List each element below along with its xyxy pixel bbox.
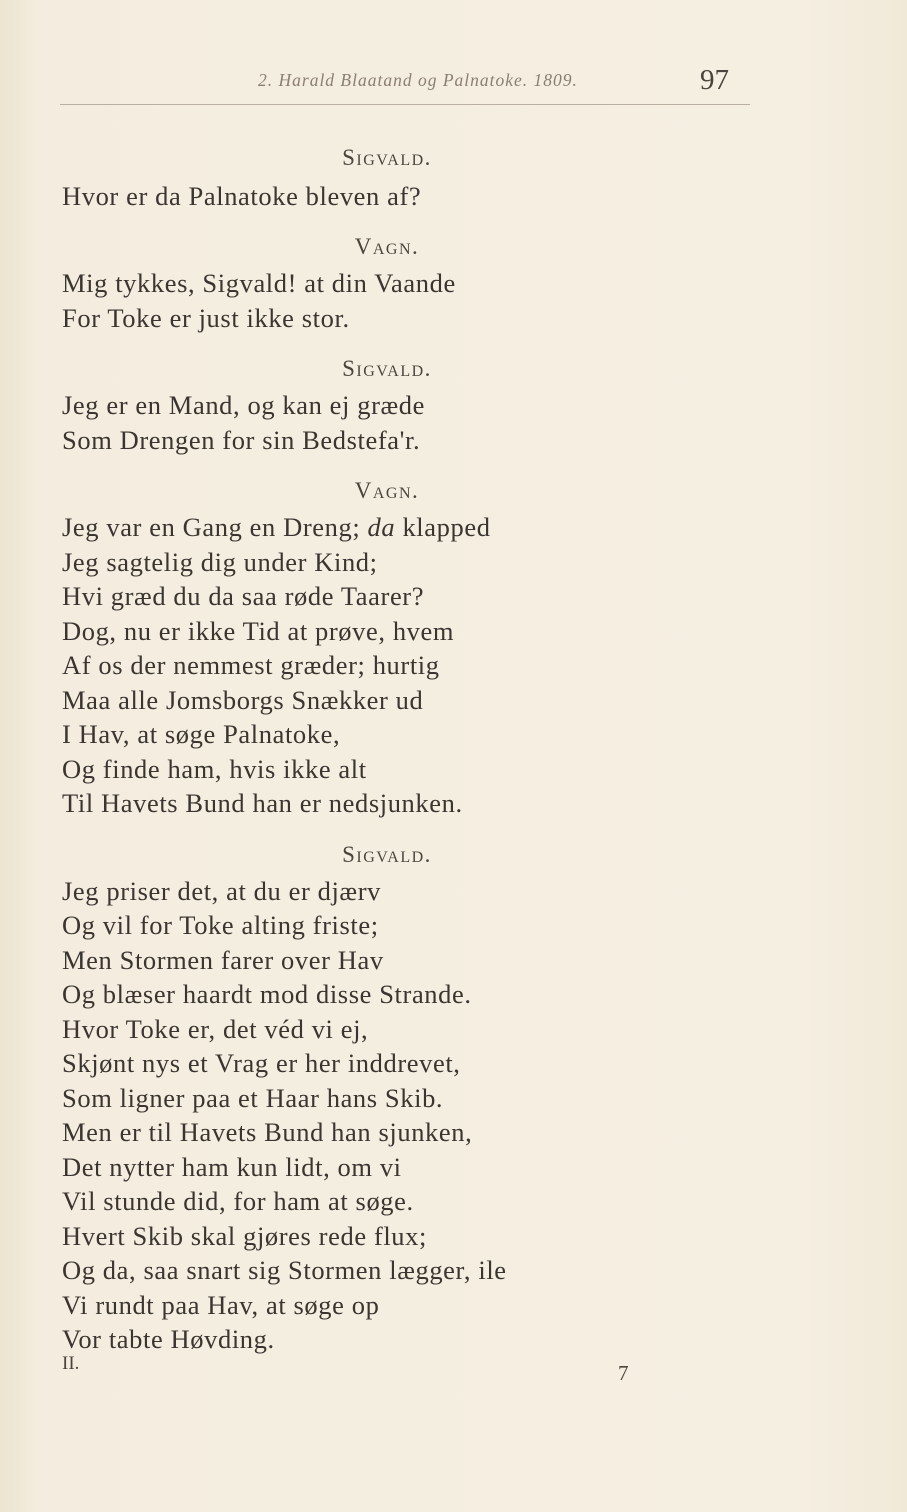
verse-line: Maa alle Jomsborgs Snækker ud — [62, 685, 424, 715]
verse-line: Som Drengen for sin Bedstefa'r. — [62, 425, 421, 455]
verse-line: Det nytter ham kun lidt, om vi — [62, 1152, 402, 1182]
page-number: 97 — [700, 64, 729, 96]
signature-mark: II. — [62, 1353, 80, 1374]
verse-line: Vi rundt paa Hav, at søge op — [62, 1290, 380, 1320]
running-header — [60, 62, 750, 105]
verse-line: Jeg er en Mand, og kan ej græde — [62, 390, 425, 420]
verse-line: Dog, nu er ikke Tid at prøve, hvem — [62, 616, 455, 646]
verse-line: Hvert Skib skal gjøres rede flux; — [62, 1221, 427, 1251]
verse-line: Jeg priser det, at du er djærv — [62, 876, 381, 906]
verse-line: Vor tabte Høvding. — [62, 1324, 275, 1354]
verse-line: Jeg var en Gang en Dreng; da klapped — [62, 512, 491, 542]
speaker-name: Vagn. — [354, 234, 420, 259]
verse-line: Jeg sagtelig dig under Kind; — [62, 547, 378, 577]
verse-line: Til Havets Bund han er nedsjunken. — [62, 788, 463, 818]
speaker-name: Sigvald. — [342, 842, 432, 867]
verse-line: Hvor Toke er, det véd vi ej, — [62, 1014, 369, 1044]
verse-line: Og da, saa snart sig Stormen lægger, ile — [62, 1255, 507, 1285]
speaker-name: Sigvald. — [342, 356, 432, 381]
verse-line: Men er til Havets Bund han sjunken, — [62, 1117, 473, 1147]
running-title: 2. Harald Blaatand og Palnatoke. 1809. — [258, 70, 578, 90]
verse-line: Hvi græd du da saa røde Taarer? — [62, 581, 425, 611]
verse-line: Og vil for Toke alting friste; — [62, 910, 379, 940]
verse-line: Og blæser haardt mod disse Strande. — [62, 979, 472, 1009]
verse-line: I Hav, at søge Palnatoke, — [62, 719, 341, 749]
verse-line: For Toke er just ikke stor. — [62, 303, 350, 333]
verse-line: Men Stormen farer over Hav — [62, 945, 384, 975]
verse-line: Vil stunde did, for ham at søge. — [62, 1186, 414, 1216]
verse-line: Hvor er da Palnatoke bleven af? — [62, 181, 422, 211]
signature-number: 7 — [618, 1361, 629, 1385]
verse-line: Skjønt nys et Vrag er her inddrevet, — [62, 1048, 461, 1078]
speaker-name: Sigvald. — [342, 145, 432, 170]
verse-line: Som ligner paa et Haar hans Skib. — [62, 1083, 444, 1113]
verse-line: Mig tykkes, Sigvald! at din Vaande — [62, 268, 456, 298]
verse-line: Og finde ham, hvis ikke alt — [62, 754, 367, 784]
verse-line: Af os der nemmest græder; hurtig — [62, 650, 440, 680]
speaker-name: Vagn. — [354, 478, 420, 503]
